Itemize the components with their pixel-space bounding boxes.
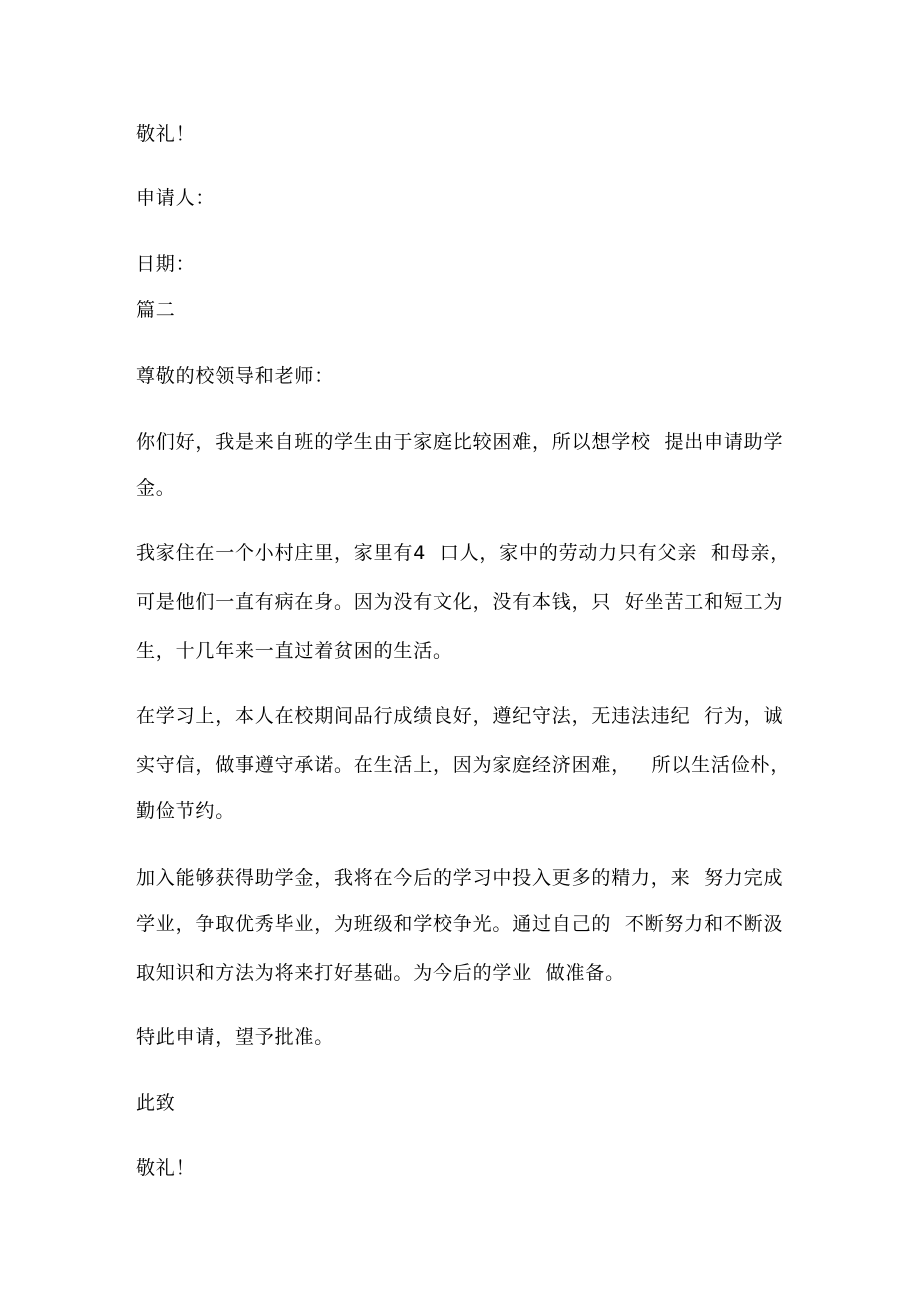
paragraph-line: 你们好，我是来自班的学生由于家庭比较困难，所以想学校 提出申请助学 xyxy=(136,431,784,453)
paragraph-line: 取知识和方法为将来打好基础。为今后的学业 做准备。 xyxy=(136,962,625,984)
salutation: 尊敬的校领导和老师： xyxy=(136,365,335,387)
request-statement: 特此申请，望予批准。 xyxy=(136,1026,335,1048)
date-label: 日期： xyxy=(136,253,196,275)
paragraph-line: 实守信，做事遵守承诺。在生活上，因为家庭经济困难， 所以生活俭朴， xyxy=(136,754,791,776)
section-heading: 篇二 xyxy=(136,299,176,321)
paragraph-line: 在学习上，本人在校期间品行成绩良好，遵纪守法，无违法违纪 行为，诚 xyxy=(136,705,784,727)
paragraph-line: 勤俭节约。 xyxy=(136,800,236,822)
paragraph-line: 我家住在一个小村庄里，家里有4 口人，家中的劳动力只有父亲 和母亲， xyxy=(136,542,791,564)
paragraph-line: 加入能够获得助学金，我将在今后的学习中投入更多的精力，来 努力完成 xyxy=(136,867,784,889)
closing-salute: 敬礼！ xyxy=(136,1157,196,1179)
closing-phrase: 此致 xyxy=(136,1092,176,1114)
paragraph-line: 学业，争取优秀毕业，为班级和学校争光。通过自己的 不断努力和不断汲 xyxy=(136,913,784,935)
paragraph-line: 生，十几年来一直过着贫困的生活。 xyxy=(136,640,453,662)
closing-salute: 敬礼！ xyxy=(136,123,196,145)
paragraph-line: 金。 xyxy=(136,477,176,499)
paragraph-line: 可是他们一直有病在身。因为没有文化，没有本钱，只 好坐苦工和短工为 xyxy=(136,591,784,613)
applicant-label: 申请人： xyxy=(136,187,216,209)
